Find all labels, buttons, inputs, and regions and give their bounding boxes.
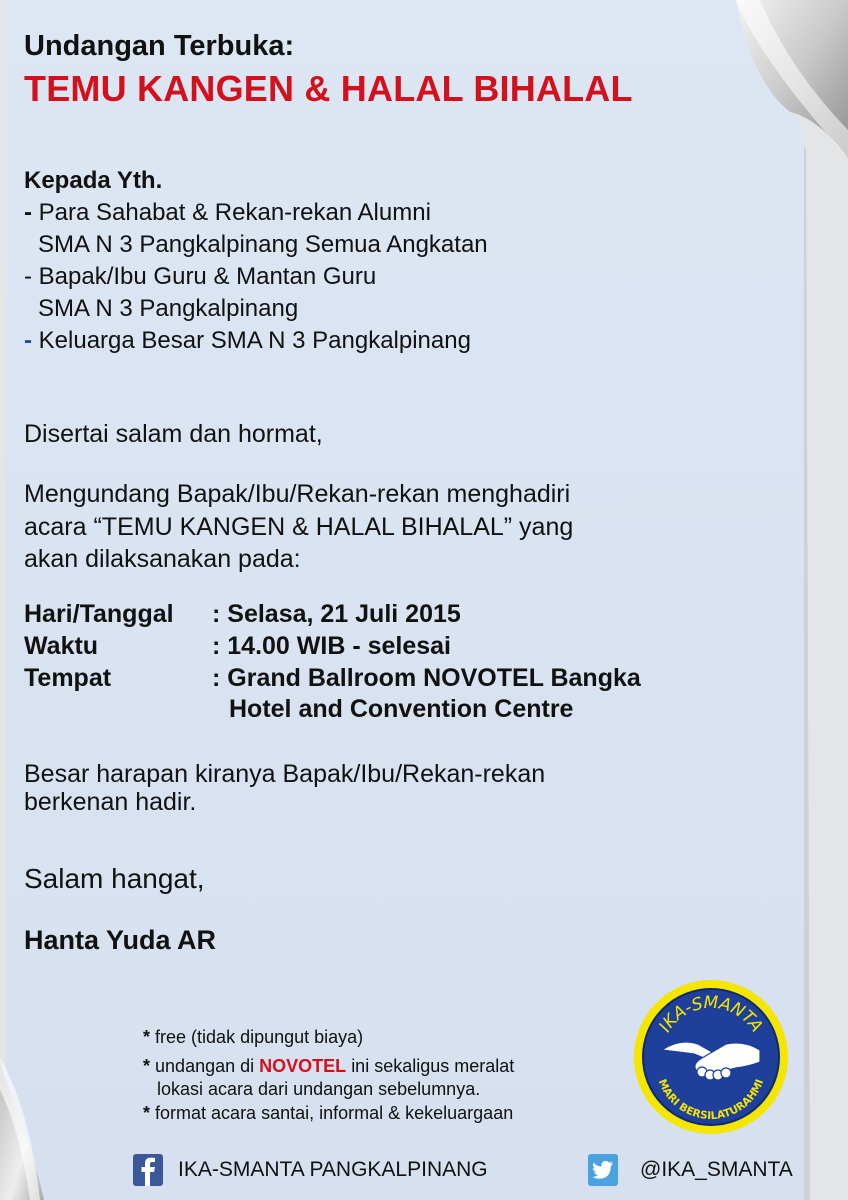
recipient-text: Keluarga Besar SMA N 3 Pangkalpinang — [38, 327, 471, 354]
recipient-2-line-1 — [24, 263, 376, 291]
note-1 — [143, 1027, 363, 1048]
ika-smanta-logo — [632, 978, 790, 1136]
invitation-line-2: acara “TEMU KANGEN & HALAL BIHALAL” yang — [24, 513, 574, 541]
closing-line-1: Besar harapan kiranya Bapak/Ibu/Rekan-rekan — [24, 760, 546, 788]
detail-label: Hari/Tanggal — [24, 600, 174, 628]
recipient-1-line-1 — [24, 199, 431, 227]
note-highlight: NOVOTEL — [259, 1056, 347, 1076]
detail-value: : Grand Ballroom NOVOTEL Bangka — [212, 664, 641, 692]
invitation-line-1: Mengundang Bapak/Ibu/Rekan-rekan menghadiri — [24, 480, 571, 508]
list-dash: - — [24, 327, 32, 354]
detail-value: : 14.00 WIB - selesai — [212, 632, 452, 660]
note-2 — [143, 1056, 514, 1077]
recipient-text: Para Sahabat & Rekan-rekan Alumni — [38, 199, 431, 226]
logo-top-text: IKA-SMANTA — [655, 992, 767, 1037]
detail-time — [24, 632, 451, 661]
detail-label: Tempat — [24, 664, 112, 692]
recipient-text: Bapak/Ibu Guru & Mantan Guru — [38, 263, 377, 290]
detail-value: : Selasa, 21 Juli 2015 — [212, 600, 461, 628]
note-star: * — [143, 1027, 151, 1047]
recipient-1-line-2: SMA N 3 Pangkalpinang Semua Angkatan — [38, 231, 488, 258]
note-star: * — [143, 1056, 151, 1076]
twitter-handle[interactable]: @IKA_SMANTA — [640, 1158, 793, 1181]
detail-date — [24, 600, 461, 629]
detail-place-line-2: Hotel and Convention Centre — [229, 695, 574, 723]
closing-line-2: berkenan hadir. — [24, 788, 197, 816]
greeting: Disertai salam dan hormat, — [24, 420, 323, 448]
recipient-2-line-2: SMA N 3 Pangkalpinang — [38, 295, 299, 322]
note-2-line-2: lokasi acara dari undangan sebelumnya. — [157, 1079, 481, 1099]
signer-name: Hanta Yuda AR — [24, 925, 217, 955]
event-title: TEMU KANGEN & HALAL BIHALAL — [24, 68, 633, 109]
note-text: undangan di — [155, 1056, 255, 1076]
twitter-icon[interactable] — [588, 1154, 618, 1186]
detail-place — [24, 664, 641, 693]
note-text: ini sekaligus meralat — [351, 1056, 515, 1076]
logo-bottom-text: MARI BERSILATURAHMI — [655, 1077, 767, 1123]
signoff: Salam hangat, — [24, 863, 205, 894]
list-dash: - — [24, 199, 32, 226]
list-dash: - — [24, 263, 32, 290]
note-3 — [143, 1103, 513, 1124]
recipients-heading: Kepada Yth. — [24, 167, 163, 194]
facebook-icon[interactable] — [133, 1154, 163, 1186]
note-text: free (tidak dipungut biaya) — [155, 1027, 364, 1047]
note-text: format acara santai, informal & kekeluargaan — [155, 1103, 514, 1123]
facebook-handle[interactable]: IKA-SMANTA PANGKALPINANG — [178, 1158, 488, 1181]
pre-title: Undangan Terbuka: — [24, 30, 295, 62]
invitation-line-3: akan dilaksanakan pada: — [24, 545, 301, 573]
note-star: * — [143, 1103, 151, 1123]
recipient-3-line-1 — [24, 327, 471, 355]
detail-label: Waktu — [24, 632, 99, 660]
